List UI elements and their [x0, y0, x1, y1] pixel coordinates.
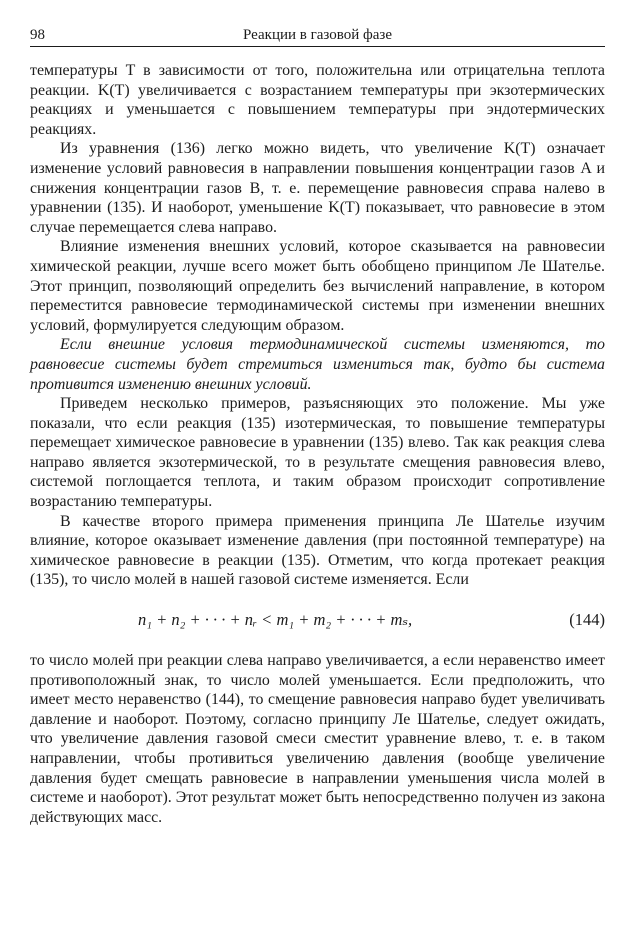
paragraph-7: то число молей при реакции слева направо увеличивается, а если неравенство имеет противоположный знак, то число молей уменьшается. Если предположить, что имеет место неравенство (144), то смещение равновесия направо будет увеличивать давление и наоборот. Поэтому, согласно принципу Ле Шателье, следует ожидать, что увеличение давления газовой смеси сместит уравнение влево, т. е. в таком направлении, чтобы противиться увеличению давления (вообще увеличение давления будет смещать равновесие в направлении уменьшения числа молей в системе и наоборот). Этот результат может быть непосредственно получен из закона действующих масс. [30, 652, 605, 826]
paragraph-2: Из уравнения (136) легко можно видеть, что увеличение K(T) означает изменение условий равновесия в направлении повышения концентрации газов A и снижения концентрации газов B, т. е. перемещение равновесия справа налево в уравнении (135). И наоборот, уменьшение K(T) показывает, что равновесие в этом случае перемещается слева направо. [30, 140, 605, 236]
page-header [30, 20, 605, 47]
equation-formula: n₁ + n₂ + · · · + nᵣ < m₁ + m₂ + · · · + mₛ, [138, 610, 413, 630]
equation-144 [30, 596, 605, 646]
paragraph-1: температуры T в зависимости от того, положительна или отрицательна теплота реакции. K(T) увеличивается с возрастанием температуры при экзотермических реакциях и уменьшается с повышением температуры при эндотермических реакциях. [30, 62, 605, 138]
running-title: Реакции в газовой фазе [243, 27, 392, 43]
page-number: 98 [30, 27, 45, 43]
equation-number: (144) [569, 610, 605, 630]
paragraph-5: Приведем несколько примеров, разъясняющих это положение. Мы уже показали, что если реакция (135) изотермическая, то повышение температуры перемещает химическое равновесие в уравнении (135) влево. Так как реакция слева направо является экзотермической, то в результате смещения равновесия влево, системой поглощается теплота, и таким образом происходит сопротивление возрастанию температуры. [30, 395, 605, 511]
page-body [30, 61, 605, 827]
le-chatelier-principle: Если внешние условия термодинамической системы изменяются, то равновесие системы будет стремиться измениться так, будто бы система противится изменению внешних условий. [30, 336, 605, 393]
paragraph-3: Влияние изменения внешних условий, которое сказывается на равновесии химической реакции, лучше всего может быть обобщено принципом Ле Шателье. Этот принцип, позволяющий определить без вычислений направление, в котором переместится равновесие термодинамической системы при изменении внешних условий, формулируется следующим образом. [30, 238, 605, 334]
book-page [30, 20, 605, 827]
paragraph-6: В качестве второго примера применения принципа Ле Шателье изучим влияние, которое оказывает изменение давления (при постоянной температуре) на химическое равновесие в реакции (135). Отметим, что когда протекает реакция (135), то число молей в нашей газовой системе изменяется. Если [30, 512, 605, 589]
